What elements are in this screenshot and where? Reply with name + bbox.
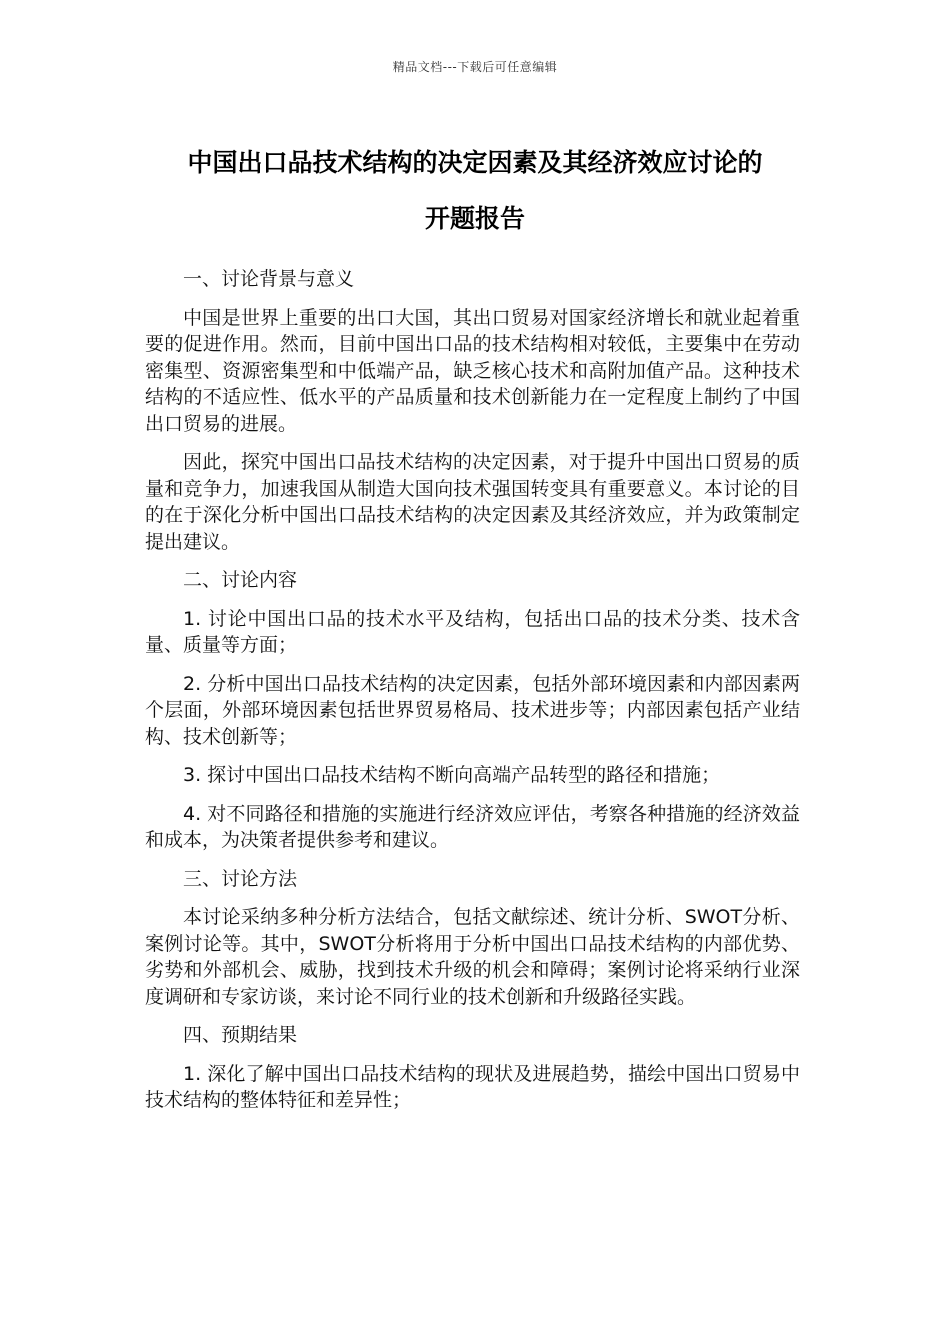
section-heading-background: 一、讨论背景与意义: [183, 268, 355, 290]
section-heading-content: 二、讨论内容: [183, 569, 298, 591]
content-item-1: 1. 讨论中国出口品的技术水平及结构，包括出口品的技术分类、技术含量、质量等方面；: [145, 607, 800, 656]
content-item-4: 4. 对不同路径和措施的实施进行经济效应评估，考察各种措施的经济效益和成本，为决策者提供参考和建议。: [145, 802, 800, 851]
header-note: 精品文档---下载后可任意编辑: [392, 60, 558, 74]
document-body: [145, 266, 800, 1126]
results-item-1: 1. 深化了解中国出口品技术结构的现状及进展趋势，描绘中国出口贸易中技术结构的整体特征和差异性；: [145, 1062, 800, 1111]
content-item-2: 2. 分析中国出口品技术结构的决定因素，包括外部环境因素和内部因素两个层面，外部环境因素包括世界贸易格局、技术进步等；内部因素包括产业结构、技术创新等；: [145, 672, 800, 748]
title-line-2: 开题报告: [424, 204, 525, 233]
section-heading-results: 四、预期结果: [183, 1024, 298, 1046]
title-line-1: 中国出口品技术结构的决定因素及其经济效应讨论的: [187, 148, 763, 177]
document-title: [120, 135, 830, 247]
paragraph-methods: 本讨论采纳多种分析方法结合，包括文献综述、统计分析、SWOT分析、案例讨论等。其中，SWOT分析将用于分析中国出口品技术结构的内部优势、劣势和外部机会、威胁，找到技术升级的机会和障碍；案例讨论将采纳行业深度调研和专家访谈，来讨论不同行业的技术创新和升级路径实践。: [145, 906, 800, 1008]
paragraph-background-2: 因此，探究中国出口品技术结构的决定因素，对于提升中国出口贸易的质量和竞争力，加速我国从制造大国向技术强国转变具有重要意义。本讨论的目的在于深化分析中国出口品技术结构的决定因素及其经济效应，并为政策制定提出建议。: [145, 451, 800, 553]
section-heading-methods: 三、讨论方法: [183, 867, 298, 890]
paragraph-background-1: 中国是世界上重要的出口大国，其出口贸易对国家经济增长和就业起着重要的促进作用。然而，目前中国出口品的技术结构相对较低，主要集中在劳动密集型、资源密集型和中低端产品，缺乏核心技术和高附加值产品。这种技术结构的不适应性、低水平的产品质量和技术创新能力在一定程度上制约了中国出口贸易的进展。: [145, 306, 800, 435]
content-item-3: 3. 探讨中国出口品技术结构不断向高端产品转型的路径和措施；: [183, 764, 721, 786]
